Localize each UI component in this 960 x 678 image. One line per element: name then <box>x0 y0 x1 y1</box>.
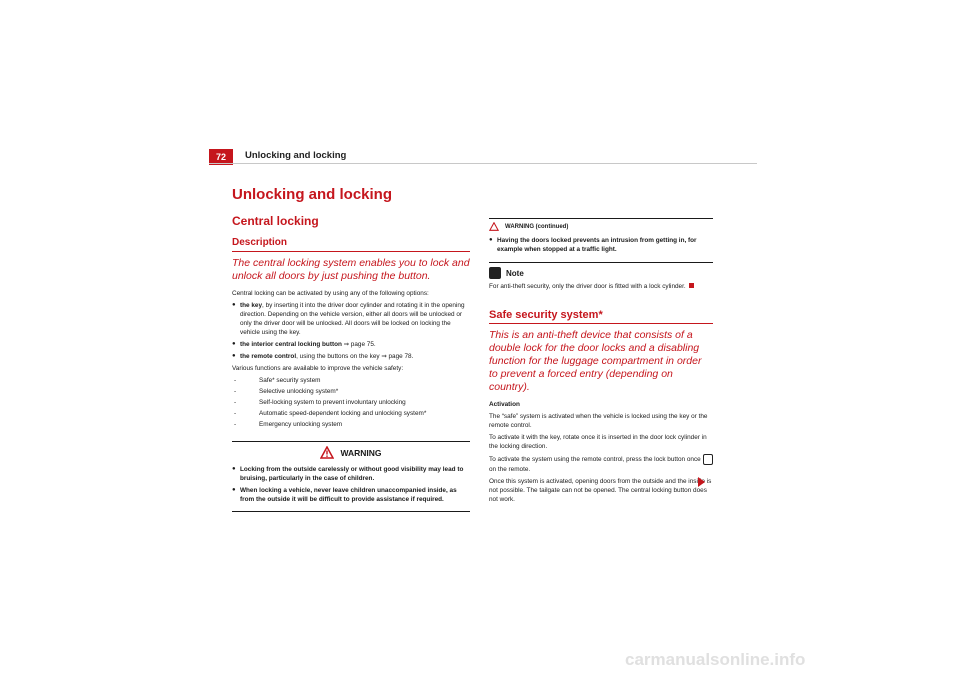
watermark: carmanualsonline.info <box>625 650 806 669</box>
running-title: Unlocking and locking <box>245 150 347 161</box>
warning-icon <box>320 446 334 459</box>
note-icon <box>489 267 501 279</box>
continue-arrow-icon <box>698 477 705 487</box>
warning-item: ● When locking a vehicle, never leave children unaccompanied inside, as from the outside it will be difficult to provide assistance if required. <box>232 486 470 504</box>
list-item: - Safe* security system <box>232 376 470 385</box>
lead-text: The central locking system enables you to lock and unlock all doors by just pushing the button. <box>232 257 470 282</box>
paragraph: The “safe” system is activated when the vehicle is locked using the key or the remote control. <box>489 413 708 429</box>
warning-continued-header <box>489 218 713 231</box>
list-item: - Emergency unlocking system <box>232 420 470 429</box>
header-rule <box>209 163 757 164</box>
note-text: For anti-theft security, only the driver door is fitted with a lock cylinder. <box>489 282 713 291</box>
warning-item: ● Having the doors locked prevents an intrusion from getting in, for example when stopped at a traffic light. <box>489 236 713 254</box>
lock-button-icon <box>703 454 713 465</box>
paragraph: To activate it with the key, rotate once it is inserted in the door lock cylinder in the locking direction. <box>489 434 707 450</box>
subsection-title: Description <box>232 237 288 248</box>
various-text: Various functions are available to improve the vehicle safety: <box>232 365 404 372</box>
paragraph: To activate the system using the remote control, press the lock button once on the remote. <box>489 454 713 474</box>
page-title: Unlocking and locking <box>232 186 393 203</box>
end-mark-icon <box>689 283 694 288</box>
option-interior-button: ● the interior central locking button ⇒ page 75. <box>232 340 470 349</box>
section-title: Central locking <box>232 214 319 228</box>
subsection-rule <box>489 323 713 324</box>
subsection-title: Safe security system* <box>489 309 603 321</box>
lead-text: This is an anti-theft device that consists of a double lock for the door locks and a disabling function for the luggage compartment in order to prevent a forced entry (depending on country). <box>489 329 702 393</box>
list-item: - Selective unlocking system* <box>232 387 470 396</box>
right-column <box>489 218 713 507</box>
warning-item: ● Locking from the outside carelessly or without good visibility may lead to bruising, particularly in the case of children. <box>232 465 470 483</box>
warning-icon <box>489 222 499 231</box>
activation-heading: Activation <box>489 401 520 408</box>
note-header <box>489 262 713 279</box>
warning-continued-label: WARNING (continued) <box>505 223 569 230</box>
list-item: - Automatic speed-dependent locking and unlocking system* <box>232 409 470 418</box>
left-column <box>232 186 470 512</box>
option-remote: ● the remote control, using the buttons on the key ⇒ page 78. <box>232 352 470 361</box>
list-item: - Self-locking system to prevent involuntary unlocking <box>232 398 470 407</box>
page-number: 72 <box>209 149 233 165</box>
option-key: ● the key, by inserting it into the driver door cylinder and rotating it in the opening direction. Depending on the vehicle version, either all doors will be unlocked or only the driver door will be unlocked. All doors will be locked on locking the vehicle using the key. <box>232 301 470 337</box>
intro-text: Central locking can be activated by using any of the following options: <box>232 290 429 297</box>
paragraph: Once this system is activated, opening doors from the outside and the inside is not possible. The tailgate can not be opened. The central locking button does not work. <box>489 478 712 503</box>
warning-label: WARNING <box>340 447 382 458</box>
subsection-rule <box>232 251 470 252</box>
note-label: Note <box>506 268 524 278</box>
warning-box <box>232 441 470 512</box>
